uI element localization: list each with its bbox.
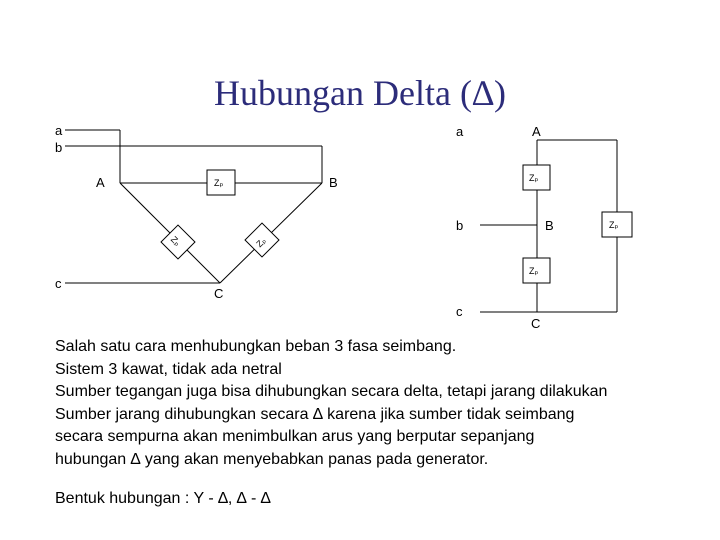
description-line: Salah satu cara menhubungkan beban 3 fasa seimbang. [55, 338, 457, 355]
left-delta-diagram [55, 123, 338, 301]
node-label-b: B [329, 175, 338, 190]
description-line: Sumber jarang dihubungkan secara ∆ karena jika sumber tidak seimbang [55, 405, 575, 423]
terminal-label-c-right: c [456, 304, 463, 319]
connection-forms-text: Bentuk hubungan : Y - ∆, ∆ - ∆ [55, 490, 271, 507]
node-label-c: C [214, 286, 224, 301]
description-line: hubungan ∆ yang akan menyebabkan panas pada generator. [55, 450, 489, 468]
description-line: Sumber tegangan juga bisa dihubungkan secara delta, tetapi jarang dilakukan [55, 383, 608, 400]
terminal-label-a: a [55, 123, 63, 138]
node-label-a-right: A [532, 124, 541, 139]
terminal-label-c: c [55, 276, 62, 291]
impedance-label-left: Zₚ [168, 234, 183, 248]
node-label-c-right: C [531, 316, 541, 331]
impedance-label-upper: Zₚ [529, 173, 539, 183]
slide-title: Hubungan Delta (∆) [214, 73, 506, 113]
terminal-label-b: b [55, 140, 63, 155]
node-label-a: A [96, 175, 105, 190]
right-delta-diagram [456, 124, 632, 331]
terminal-label-b-right: b [456, 218, 464, 233]
description-text [55, 336, 705, 471]
impedance-label-right: Zₚ [254, 235, 268, 250]
terminal-label-a-right: a [456, 124, 464, 139]
impedance-label-side: Zₚ [609, 220, 619, 230]
node-label-b-right: B [545, 218, 554, 233]
description-line: Sistem 3 kawat, tidak ada netral [55, 360, 282, 378]
description-line: secara sempurna akan menimbulkan arus yang berputar sepanjang [55, 428, 535, 445]
impedance-label-top: Zₚ [214, 178, 224, 188]
impedance-label-lower: Zₚ [529, 266, 539, 276]
